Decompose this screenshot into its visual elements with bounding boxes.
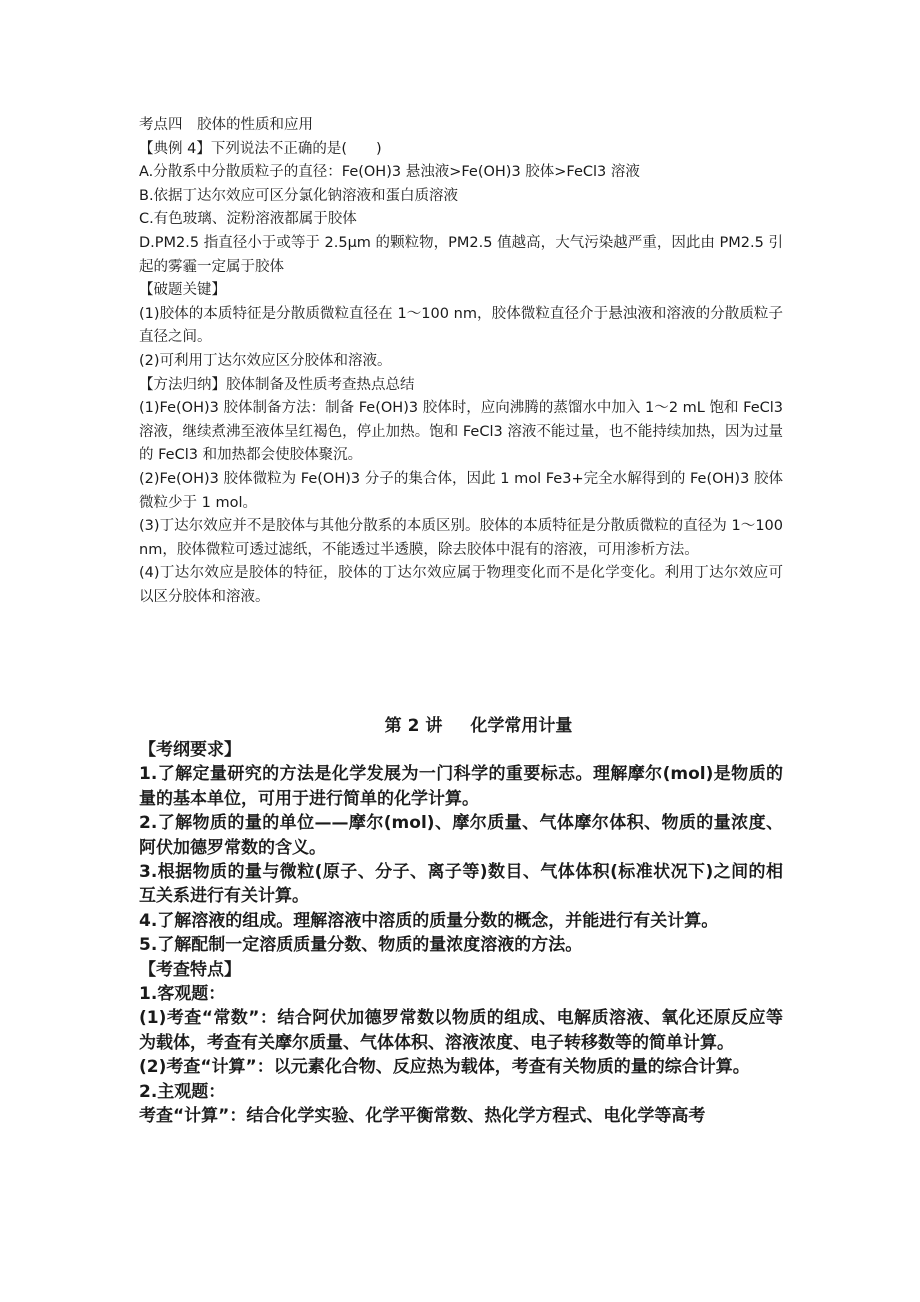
section-title: 考点四 胶体的性质和应用 bbox=[139, 117, 313, 133]
option-d: D.PM2.5 指直径小于或等于 2.5μm 的颗粒物，PM2.5 值越高，大气污染越严重，因此由 PM2.5 引起的雾霾一定属于胶体 bbox=[139, 234, 783, 275]
method-point-1: (1)Fe(OH)3 胶体制备方法：制备 Fe(OH)3 胶体时，应向沸腾的蒸馏水中加入 1～2 mL 饱和 FeCl3 溶液，继续煮沸至液体呈红褐色，停止加热。饱和 FeCl3 溶液不能过量，也不能持续加热，因为过量的 FeCl3 和加热都会使胶体聚沉。 bbox=[139, 400, 783, 464]
option-b: B.依据丁达尔效应可区分氯化钠溶液和蛋白质溶液 bbox=[139, 187, 459, 204]
method-point-4: (4)丁达尔效应是胶体的特征，胶体的丁达尔效应属于物理变化而不是化学变化。利用丁达尔效应可以区分胶体和溶液。 bbox=[139, 565, 783, 605]
option-a: A.分散系中分散质粒子的直径：Fe(OH)3 悬浊液>Fe(OH)3 胶体>FeCl3 溶液 bbox=[139, 164, 640, 181]
outline-heading: 【考纲要求】 bbox=[139, 740, 241, 760]
features-heading: 【考查特点】 bbox=[139, 959, 241, 980]
lecture-body bbox=[139, 738, 783, 1129]
outline-item-2: 2.了解物质的量的单位——摩尔(mol)、摩尔质量、气体摩尔体积、物质的量浓度、阿伏加德罗常数的含义。 bbox=[139, 813, 783, 858]
subjective-text: 考查“计算”：结合化学实验、化学平衡常数、热化学方程式、电化学等高考 bbox=[139, 1106, 706, 1127]
example-question: 【典例 4】下列说法不正确的是( ) bbox=[139, 140, 382, 157]
outline-item-3: 3.根据物质的量与微粒(原子、分子、离子等)数目、气体体积(标准状况下)之间的相互关系进行有关计算。 bbox=[139, 862, 783, 907]
objective-item-2: (2)考查“计算”：以元素化合物、反应热为载体，考查有关物质的量的综合计算。 bbox=[139, 1057, 750, 1078]
option-c: C.有色玻璃、淀粉溶液都属于胶体 bbox=[139, 211, 357, 228]
lecture-title: 化学常用计量 bbox=[470, 716, 573, 736]
method-point-3: (3)丁达尔效应并不是胶体与其他分散系的本质区别。胶体的本质特征是分散质微粒的直径为 1～100 nm，胶体微粒可透过滤纸，不能透过半透膜，除去胶体中混有的溶液，可用渗析方法。 bbox=[139, 518, 783, 558]
objective-label: 1.客观题： bbox=[139, 984, 226, 1005]
lecture-number: 第 2 讲 bbox=[384, 716, 443, 736]
subjective-label: 2.主观题： bbox=[139, 1081, 226, 1102]
objective-item-1: (1)考查“常数”：结合阿伏加德罗常数以物质的组成、电解质溶液、氧化还原反应等为载体，考查有关摩尔质量、气体体积、溶液浓度、电子转移数等的简单计算。 bbox=[139, 1008, 783, 1053]
outline-item-1: 1.了解定量研究的方法是化学发展为一门科学的重要标志。理解摩尔(mol)是物质的量的基本单位，可用于进行简单的化学计算。 bbox=[139, 764, 783, 809]
key-heading: 【破题关键】 bbox=[139, 282, 226, 299]
outline-item-5: 5.了解配制一定溶质质量分数、物质的量浓度溶液的方法。 bbox=[139, 935, 583, 956]
lecture-heading bbox=[139, 713, 783, 739]
outline-item-4: 4.了解溶液的组成。理解溶液中溶质的质量分数的概念，并能进行有关计算。 bbox=[139, 910, 719, 931]
colloid-section bbox=[139, 114, 783, 609]
method-heading: 【方法归纳】胶体制备及性质考查热点总结 bbox=[139, 376, 415, 393]
key-point-2: (2)可利用丁达尔效应区分胶体和溶液。 bbox=[139, 352, 392, 369]
key-point-1: (1)胶体的本质特征是分散质微粒直径在 1～100 nm，胶体微粒直径介于悬浊液和溶液的分散质粒子直径之间。 bbox=[139, 305, 783, 346]
method-point-2: (2)Fe(OH)3 胶体微粒为 Fe(OH)3 分子的集合体，因此 1 mol Fe3+完全水解得到的 Fe(OH)3 胶体微粒少于 1 mol。 bbox=[139, 470, 783, 511]
